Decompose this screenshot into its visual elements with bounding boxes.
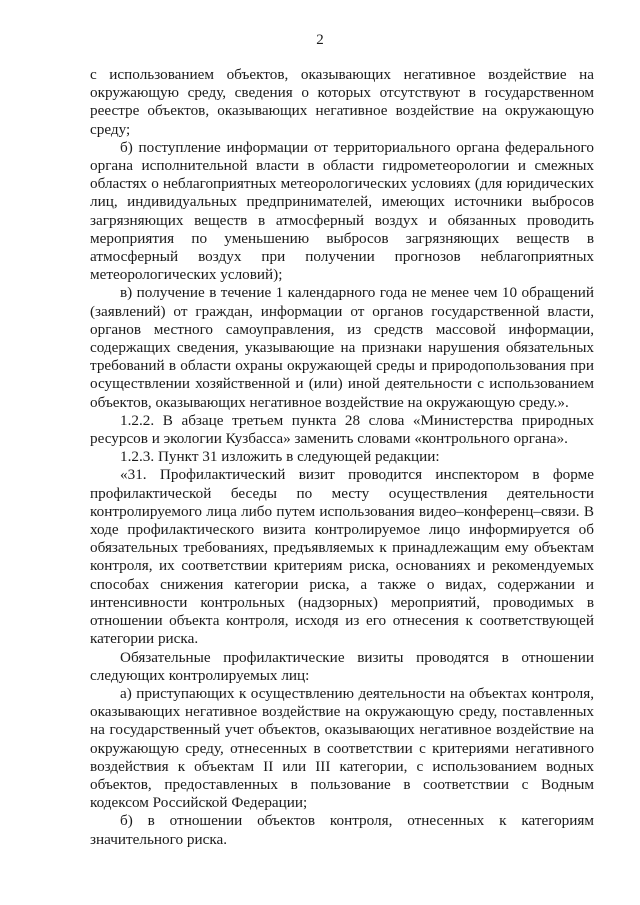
paragraph-clause-31: «31. Профилактический визит проводится инспектором в форме профилактической беседы по месту осуществления деятельности контролируемого лица либо путем использования видео–конференц–связи. В ходе профилактического визита контролируемое лицо информируется об обязательных требованиях, предъявляемых к принадлежащим ему объектам контроля, их соответствии критериям риска, основаниях и рекомендуемых способах снижения категории риска, а также о видах, содержании и интенсивности контрольных (надзорных) мероприятий, проводимых в отношении объекта контроля, исходя из его отнесения к соответствующей категории риска. [90, 466, 594, 648]
paragraph-continuation: с использованием объектов, оказывающих негативное воздействие на окружающую среду, сведения о которых отсутствуют в государственном реестре объектов, оказывающих негативное воздействие на окружающую среду; [90, 66, 594, 138]
paragraph-item-b: б) поступление информации от территориального органа федерального органа исполнительной власти в области гидрометеорологии и смежных областях о неблагоприятных метеорологических условиях (для юридических лиц, индивидуальных предпринимателей, имеющих источники выбросов загрязняющих веществ в атмосферный воздух и обязанных проводить мероприятия по уменьшению выбросов загрязняющих веществ в атмосферный воздух при получении прогнозов неблагоприятных метеорологических условий); [90, 138, 594, 284]
paragraph-item-a: а) приступающих к осуществлению деятельности на объектах контроля, оказывающих негативное воздействие на окружающую среду, поставленных на государственный учет объектов, оказывающих негативное воздействие на окружающую среду, отнесенных в соответствии с критериями негативного воздействия к объектам II или III категории, с использованием водных объектов, предоставленных в пользование в соответствии с Водным кодексом Российской Федерации; [90, 684, 594, 812]
document-body [90, 66, 594, 849]
paragraph-mandatory-visits: Обязательные профилактические визиты проводятся в отношении следующих контролируемых лиц: [90, 648, 594, 684]
page-number: 2 [316, 32, 324, 48]
paragraph-item-v: в) получение в течение 1 календарного года не менее чем 10 обращений (заявлений) от граждан, информации от органов государственной власти, органов местного самоуправления, из средств массовой информации, содержащих сведения, указывающие на признаки нарушения обязательных требований в области охраны окружающей среды и природопользования при осуществлении хозяйственной и (или) иной деятельности с использованием объектов, оказывающих негативное воздействие на окружающую среду.». [90, 284, 594, 411]
paragraph-item-b-risk: б) в отношении объектов контроля, отнесенных к категориям значительного риска. [90, 812, 594, 848]
paragraph-1-2-3: 1.2.3. Пункт 31 изложить в следующей редакции: [120, 448, 440, 466]
paragraph-1-2-2: 1.2.2. В абзаце третьем пункта 28 слова «Министерства природных ресурсов и экологии Кузбасса» заменить словами «контрольного органа». [90, 411, 594, 448]
